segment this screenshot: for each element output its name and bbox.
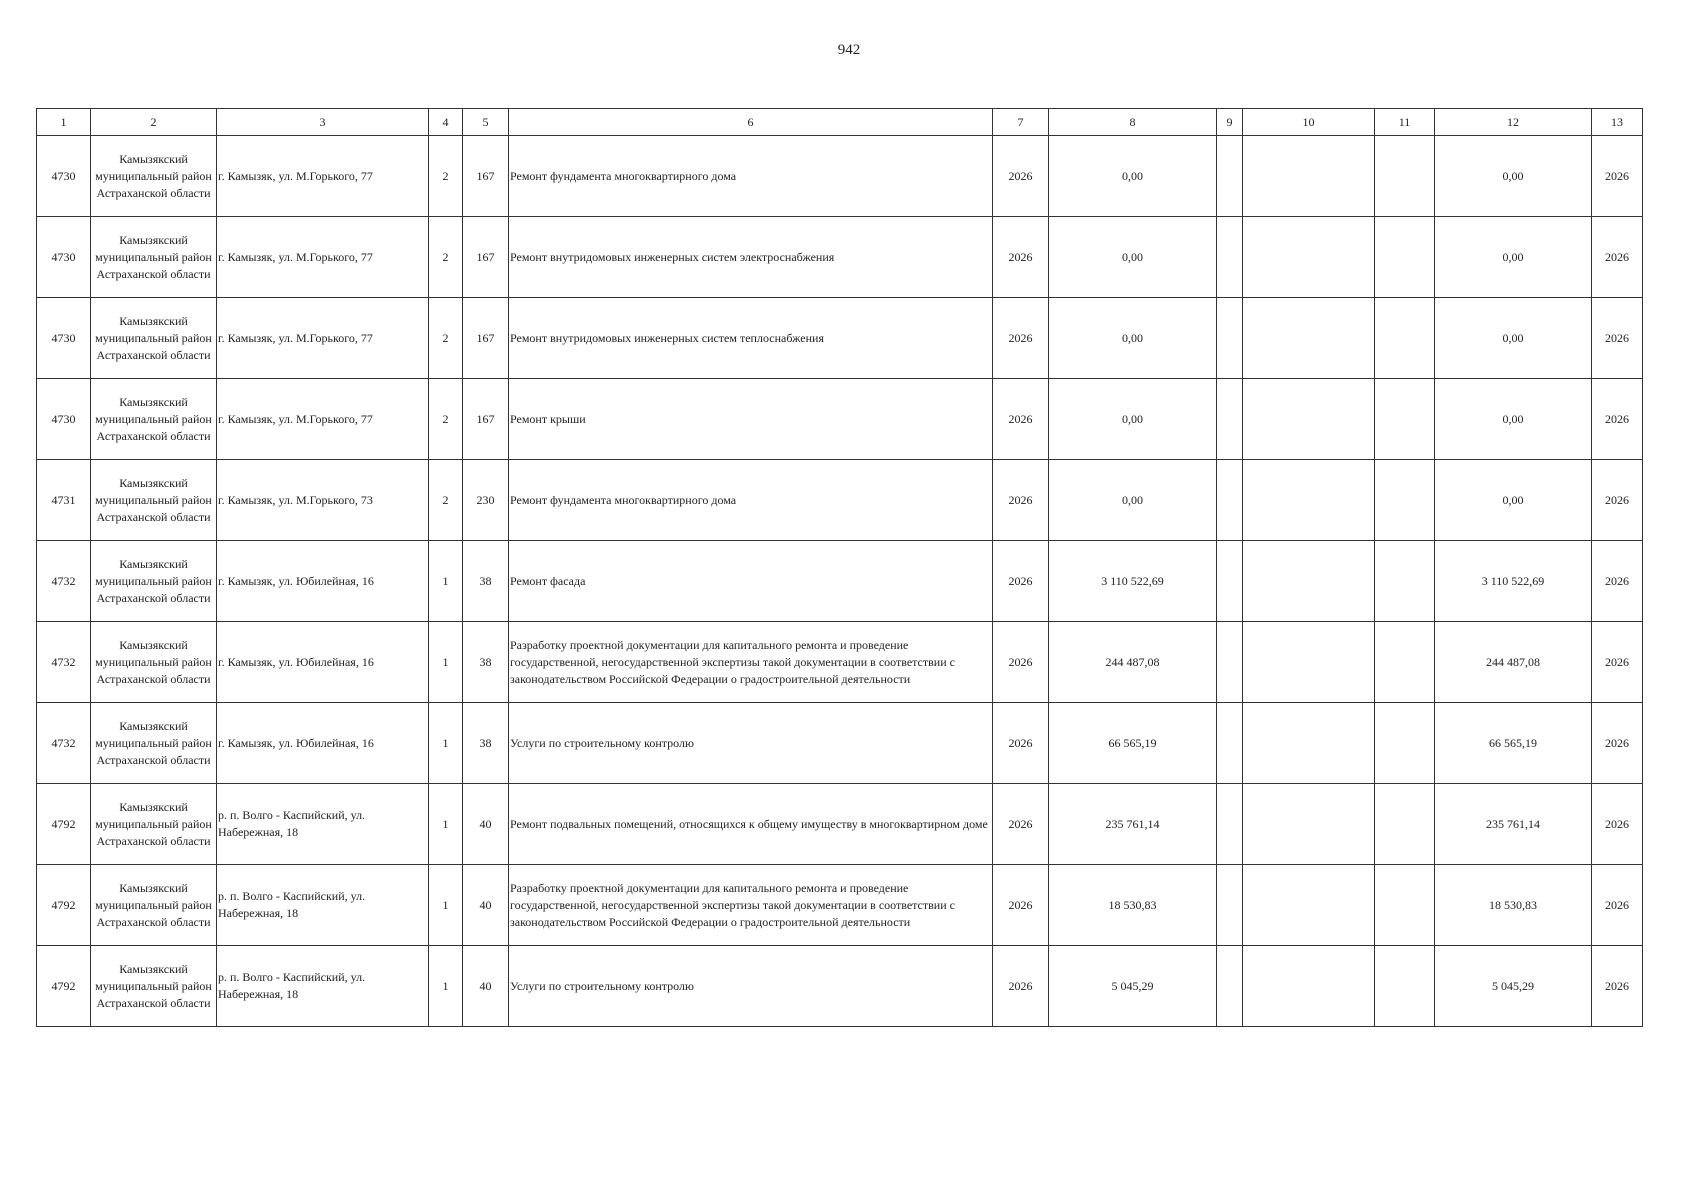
cell-total-cost: 66 565,19	[1049, 703, 1217, 784]
cell-end-year: 2026	[1592, 460, 1643, 541]
cell-total-cost: 0,00	[1049, 379, 1217, 460]
cell-address: г. Камызяк, ул. Юбилейная, 16	[217, 703, 429, 784]
cell-plan-year: 2026	[993, 865, 1049, 946]
cell-area: 38	[463, 622, 509, 703]
cell-plan-year: 2026	[993, 460, 1049, 541]
table-row	[37, 784, 1643, 865]
page-number: 942	[837, 42, 861, 58]
cell-col9	[1217, 703, 1243, 784]
cell-col10	[1243, 703, 1375, 784]
column-header-3: 3	[217, 109, 429, 136]
cell-col10	[1243, 946, 1375, 1027]
cell-work-type: Услуги по строительному контролю	[509, 946, 993, 1027]
cell-row-number: 4792	[37, 784, 91, 865]
cell-area: 167	[463, 217, 509, 298]
column-header-9: 9	[1217, 109, 1243, 136]
cell-municipality: Камызякский муниципальный район Астраханской области	[91, 622, 217, 703]
cell-area: 167	[463, 136, 509, 217]
cell-fund-cost: 66 565,19	[1435, 703, 1592, 784]
cell-row-number: 4732	[37, 622, 91, 703]
cell-municipality: Камызякский муниципальный район Астраханской области	[91, 298, 217, 379]
cell-floors: 2	[429, 217, 463, 298]
cell-municipality: Камызякский муниципальный район Астраханской области	[91, 217, 217, 298]
cell-fund-cost: 244 487,08	[1435, 622, 1592, 703]
cell-row-number: 4730	[37, 217, 91, 298]
header-row	[37, 109, 1643, 136]
cell-fund-cost: 235 761,14	[1435, 784, 1592, 865]
cell-area: 40	[463, 865, 509, 946]
cell-work-type: Ремонт фасада	[509, 541, 993, 622]
cell-floors: 1	[429, 784, 463, 865]
cell-address: г. Камызяк, ул. М.Горького, 77	[217, 217, 429, 298]
cell-col11	[1375, 541, 1435, 622]
column-header-8: 8	[1049, 109, 1217, 136]
cell-fund-cost: 0,00	[1435, 217, 1592, 298]
column-header-2: 2	[91, 109, 217, 136]
cell-work-type: Ремонт фундамента многоквартирного дома	[509, 460, 993, 541]
cell-end-year: 2026	[1592, 622, 1643, 703]
table-row	[37, 460, 1643, 541]
cell-col11	[1375, 298, 1435, 379]
cell-col9	[1217, 379, 1243, 460]
cell-end-year: 2026	[1592, 703, 1643, 784]
cell-col10	[1243, 298, 1375, 379]
cell-municipality: Камызякский муниципальный район Астраханской области	[91, 136, 217, 217]
column-header-10: 10	[1243, 109, 1375, 136]
cell-col11	[1375, 865, 1435, 946]
cell-work-type: Услуги по строительному контролю	[509, 703, 993, 784]
cell-plan-year: 2026	[993, 136, 1049, 217]
cell-municipality: Камызякский муниципальный район Астраханской области	[91, 541, 217, 622]
cell-col10	[1243, 460, 1375, 541]
cell-total-cost: 235 761,14	[1049, 784, 1217, 865]
cell-address: р. п. Волго - Каспийский, ул. Набережная, 18	[217, 946, 429, 1027]
cell-total-cost: 0,00	[1049, 217, 1217, 298]
cell-floors: 2	[429, 136, 463, 217]
cell-col9	[1217, 541, 1243, 622]
cell-floors: 1	[429, 946, 463, 1027]
cell-end-year: 2026	[1592, 136, 1643, 217]
cell-row-number: 4731	[37, 460, 91, 541]
table-row	[37, 622, 1643, 703]
cell-end-year: 2026	[1592, 379, 1643, 460]
cell-area: 38	[463, 703, 509, 784]
cell-address: г. Камызяк, ул. М.Горького, 73	[217, 460, 429, 541]
cell-col10	[1243, 541, 1375, 622]
cell-floors: 2	[429, 460, 463, 541]
cell-total-cost: 3 110 522,69	[1049, 541, 1217, 622]
cell-col9	[1217, 946, 1243, 1027]
cell-address: р. п. Волго - Каспийский, ул. Набережная, 18	[217, 784, 429, 865]
column-header-5: 5	[463, 109, 509, 136]
cell-col10	[1243, 217, 1375, 298]
cell-address: г. Камызяк, ул. М.Горького, 77	[217, 379, 429, 460]
column-header-1: 1	[37, 109, 91, 136]
cell-col11	[1375, 136, 1435, 217]
cell-area: 38	[463, 541, 509, 622]
cell-municipality: Камызякский муниципальный район Астраханской области	[91, 460, 217, 541]
cell-plan-year: 2026	[993, 379, 1049, 460]
cell-col9	[1217, 865, 1243, 946]
cell-col11	[1375, 217, 1435, 298]
cell-municipality: Камызякский муниципальный район Астраханской области	[91, 379, 217, 460]
cell-floors: 1	[429, 703, 463, 784]
column-header-11: 11	[1375, 109, 1435, 136]
cell-floors: 1	[429, 541, 463, 622]
table-body	[37, 136, 1643, 1027]
column-header-7: 7	[993, 109, 1049, 136]
cell-floors: 1	[429, 622, 463, 703]
cell-address: г. Камызяк, ул. Юбилейная, 16	[217, 541, 429, 622]
cell-total-cost: 0,00	[1049, 298, 1217, 379]
cell-row-number: 4730	[37, 298, 91, 379]
cell-work-type: Ремонт внутридомовых инженерных систем теплоснабжения	[509, 298, 993, 379]
table-header	[37, 109, 1643, 136]
cell-col11	[1375, 622, 1435, 703]
cell-municipality: Камызякский муниципальный район Астраханской области	[91, 784, 217, 865]
cell-col11	[1375, 460, 1435, 541]
cell-plan-year: 2026	[993, 946, 1049, 1027]
cell-col10	[1243, 784, 1375, 865]
cell-plan-year: 2026	[993, 298, 1049, 379]
cell-plan-year: 2026	[993, 217, 1049, 298]
cell-municipality: Камызякский муниципальный район Астраханской области	[91, 865, 217, 946]
cell-col10	[1243, 622, 1375, 703]
cell-end-year: 2026	[1592, 784, 1643, 865]
cell-municipality: Камызякский муниципальный район Астраханской области	[91, 703, 217, 784]
cell-end-year: 2026	[1592, 541, 1643, 622]
cell-work-type: Разработку проектной документации для капитального ремонта и проведение государственной, негосударственной экспертизы такой документации в соответствии с законодательством Российской Федерации о градостроительной деятельности	[509, 865, 993, 946]
cell-fund-cost: 3 110 522,69	[1435, 541, 1592, 622]
table-row	[37, 946, 1643, 1027]
cell-fund-cost: 0,00	[1435, 298, 1592, 379]
cell-row-number: 4732	[37, 541, 91, 622]
cell-address: р. п. Волго - Каспийский, ул. Набережная, 18	[217, 865, 429, 946]
cell-end-year: 2026	[1592, 298, 1643, 379]
cell-row-number: 4792	[37, 865, 91, 946]
column-header-4: 4	[429, 109, 463, 136]
cell-total-cost: 244 487,08	[1049, 622, 1217, 703]
cell-municipality: Камызякский муниципальный район Астраханской области	[91, 946, 217, 1027]
column-header-6: 6	[509, 109, 993, 136]
cell-row-number: 4730	[37, 136, 91, 217]
cell-total-cost: 0,00	[1049, 136, 1217, 217]
cell-end-year: 2026	[1592, 217, 1643, 298]
cell-floors: 1	[429, 865, 463, 946]
cell-fund-cost: 18 530,83	[1435, 865, 1592, 946]
cell-work-type: Ремонт внутридомовых инженерных систем электроснабжения	[509, 217, 993, 298]
cell-area: 40	[463, 946, 509, 1027]
table-row	[37, 379, 1643, 460]
cell-col10	[1243, 865, 1375, 946]
cell-plan-year: 2026	[993, 703, 1049, 784]
table-row	[37, 136, 1643, 217]
cell-floors: 2	[429, 379, 463, 460]
cell-address: г. Камызяк, ул. Юбилейная, 16	[217, 622, 429, 703]
cell-floors: 2	[429, 298, 463, 379]
cell-work-type: Ремонт фундамента многоквартирного дома	[509, 136, 993, 217]
cell-col11	[1375, 784, 1435, 865]
cell-col9	[1217, 217, 1243, 298]
cell-total-cost: 18 530,83	[1049, 865, 1217, 946]
cell-area: 40	[463, 784, 509, 865]
cell-area: 167	[463, 298, 509, 379]
column-header-12: 12	[1435, 109, 1592, 136]
table-row	[37, 541, 1643, 622]
cell-plan-year: 2026	[993, 541, 1049, 622]
table-row	[37, 703, 1643, 784]
cell-col9	[1217, 298, 1243, 379]
cell-address: г. Камызяк, ул. М.Горького, 77	[217, 298, 429, 379]
cell-total-cost: 0,00	[1049, 460, 1217, 541]
cell-fund-cost: 0,00	[1435, 379, 1592, 460]
registry-table	[36, 108, 1643, 1027]
cell-col9	[1217, 622, 1243, 703]
cell-work-type: Ремонт подвальных помещений, относящихся к общему имуществу в многоквартирном доме	[509, 784, 993, 865]
cell-col9	[1217, 460, 1243, 541]
cell-end-year: 2026	[1592, 946, 1643, 1027]
cell-col11	[1375, 379, 1435, 460]
cell-row-number: 4732	[37, 703, 91, 784]
column-header-13: 13	[1592, 109, 1643, 136]
cell-work-type: Разработку проектной документации для капитального ремонта и проведение государственной, негосударственной экспертизы такой документации в соответствии с законодательством Российской Федерации о градостроительной деятельности	[509, 622, 993, 703]
table-row	[37, 298, 1643, 379]
table-row	[37, 865, 1643, 946]
cell-col10	[1243, 379, 1375, 460]
cell-fund-cost: 0,00	[1435, 460, 1592, 541]
cell-fund-cost: 0,00	[1435, 136, 1592, 217]
table-row	[37, 217, 1643, 298]
cell-plan-year: 2026	[993, 622, 1049, 703]
cell-col11	[1375, 946, 1435, 1027]
cell-col10	[1243, 136, 1375, 217]
cell-work-type: Ремонт крыши	[509, 379, 993, 460]
cell-col9	[1217, 784, 1243, 865]
cell-fund-cost: 5 045,29	[1435, 946, 1592, 1027]
cell-col11	[1375, 703, 1435, 784]
cell-row-number: 4730	[37, 379, 91, 460]
cell-end-year: 2026	[1592, 865, 1643, 946]
cell-area: 167	[463, 379, 509, 460]
cell-row-number: 4792	[37, 946, 91, 1027]
cell-total-cost: 5 045,29	[1049, 946, 1217, 1027]
cell-address: г. Камызяк, ул. М.Горького, 77	[217, 136, 429, 217]
cell-col9	[1217, 136, 1243, 217]
cell-area: 230	[463, 460, 509, 541]
cell-plan-year: 2026	[993, 784, 1049, 865]
